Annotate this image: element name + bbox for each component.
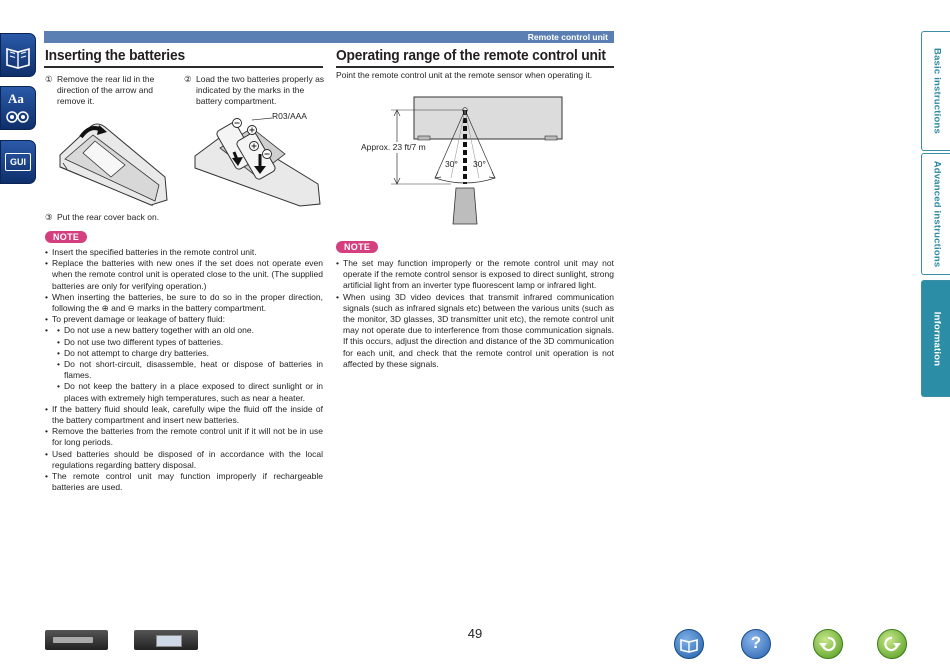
book-nav-icon[interactable] — [674, 629, 704, 659]
section-header-label: Remote control unit — [527, 32, 608, 42]
back-arrow-icon[interactable] — [813, 629, 843, 659]
sublist-container — [45, 325, 323, 403]
left-notes-list — [45, 247, 323, 493]
step2-text: Load the two batteries properly as indicated by the marks in the battery compartment. — [196, 74, 325, 107]
distance-label: Approx. 23 ft/7 m — [361, 142, 426, 152]
help-icon[interactable]: ? — [741, 629, 771, 659]
step3-number: ③ — [45, 212, 53, 222]
inserting-batteries-title: Inserting the batteries — [45, 47, 185, 64]
left-title-rule — [44, 66, 323, 68]
list-item: • Do not use two different types of batteries. — [57, 337, 323, 348]
page-number: 49 — [467, 626, 483, 641]
index-aa-icon[interactable] — [0, 86, 36, 130]
list-item: • Remove the batteries from the remote control unit if it will not be in use for long periods. — [45, 426, 323, 448]
angle-left-label: 30° — [445, 159, 458, 169]
list-item: • When inserting the batteries, be sure to do so in the proper direction, following the ⊕ and ⊖ marks in the battery compartment. — [45, 292, 323, 314]
step1-text: Remove the rear lid in the direction of the arrow and remove it. — [57, 74, 155, 107]
step3-text: Put the rear cover back on. — [57, 212, 160, 222]
gui-label: GUI — [5, 153, 31, 171]
list-item: • The set may function improperly or the remote control unit may not operate if the remote control sensor is exposed to direct sunlight, strong artificial light from an inverter type fluorescent lamp or infrared light. — [336, 258, 614, 292]
battery-type-label: R03/AAA — [272, 111, 307, 121]
gui-icon[interactable] — [0, 140, 36, 184]
tab-label: Advanced instructions — [931, 160, 942, 268]
list-item: • Do not short-circuit, disassemble, heat or dispose of batteries in flames. — [57, 359, 323, 381]
note-badge-left: NOTE — [45, 231, 87, 243]
remote-lid-removal-illustration — [55, 115, 170, 207]
right-notes-list — [336, 258, 614, 370]
right-title-rule — [336, 66, 614, 68]
tab-basic-instructions[interactable] — [921, 31, 950, 151]
forward-arrow-icon[interactable] — [877, 629, 907, 659]
list-item: • Replace the batteries with new ones if the set does not operate even when the remote control unit is operated close to the unit. (The supplied batteries are only for verifying operation.) — [45, 258, 323, 292]
battery-loading-illustration — [190, 108, 325, 208]
list-item: • Do not keep the battery in a place exposed to direct sunlight or in places with extremely high temperatures, such as near a heater. — [57, 381, 323, 403]
list-item: • To prevent damage or leakage of battery fluid: — [45, 314, 323, 325]
aa-label: Aa — [8, 91, 24, 106]
list-item: • • Do not use a new battery together with an old one. — [57, 325, 323, 336]
step1-number: ① — [45, 74, 53, 84]
step2-number: ② — [184, 74, 192, 84]
list-item: • Insert the specified batteries in the remote control unit. — [45, 247, 323, 258]
tab-advanced-instructions[interactable] — [921, 153, 950, 275]
list-item: • Used batteries should be disposed of in accordance with the local regulations regarding battery disposal. — [45, 449, 323, 471]
list-item: • Do not attempt to charge dry batteries. — [57, 348, 323, 359]
operating-range-title: Operating range of the remote control unit — [336, 47, 606, 64]
list-item: • The remote control unit may function improperly if rechargeable batteries are used. — [45, 471, 323, 493]
section-header-bar — [44, 31, 614, 43]
operating-range-intro: Point the remote control unit at the remote sensor when operating it. — [336, 70, 593, 80]
angle-right-label: 30° — [473, 159, 486, 169]
tab-information[interactable] — [921, 280, 950, 397]
tab-label: Information — [931, 311, 942, 366]
list-item: • When using 3D video devices that transmit infrared communication signals (such as infrared signals etc) between the various units (such as the monitor, 3D glasses, 3D transmitter unit etc), the remote control unit may not operate due to interference from those communication signals. If this occurs, adjust the direction and distance of the 3D communication for each unit, and check that the remote control unit operation is not affected by these signals. — [336, 292, 614, 370]
note-badge-right: NOTE — [336, 241, 378, 253]
contents-book-icon[interactable] — [0, 33, 36, 77]
list-item: • If the battery fluid should leak, carefully wipe the fluid off the inside of the battery compartment and insert new batteries. — [45, 404, 323, 426]
tab-label: Basic instructions — [931, 48, 942, 134]
